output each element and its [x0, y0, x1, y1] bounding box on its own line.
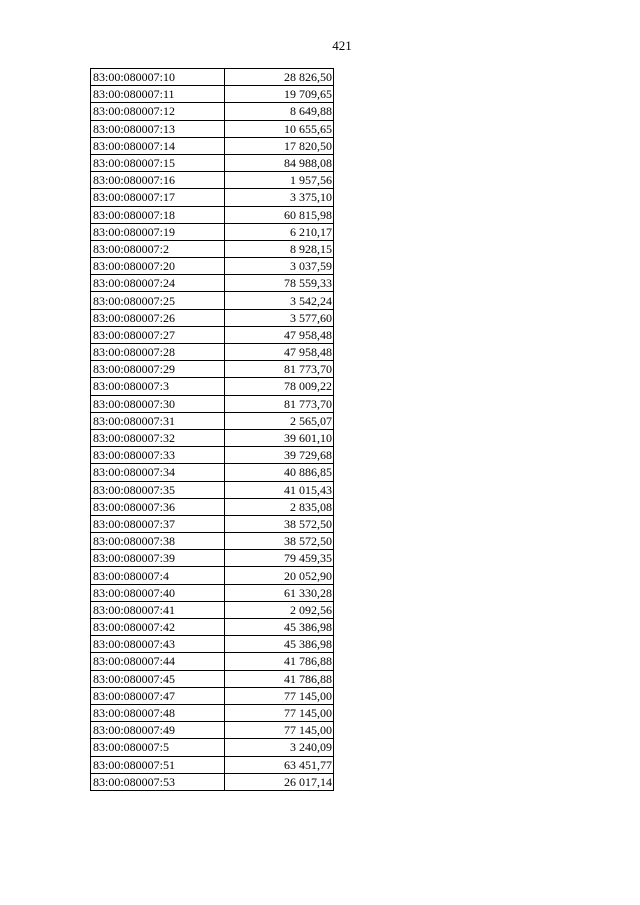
value-cell: 63 451,77 — [225, 756, 334, 773]
value-cell: 78 009,22 — [225, 378, 334, 395]
cadastral-number-cell: 83:00:080007:14 — [91, 137, 225, 154]
cadastral-number-cell: 83:00:080007:31 — [91, 412, 225, 429]
value-cell: 84 988,08 — [225, 154, 334, 171]
value-cell: 3 240,09 — [225, 739, 334, 756]
table-row — [91, 429, 334, 446]
value-cell: 81 773,70 — [225, 361, 334, 378]
cadastral-number-cell: 83:00:080007:41 — [91, 601, 225, 618]
cadastral-number-cell: 83:00:080007:45 — [91, 670, 225, 687]
value-cell: 81 773,70 — [225, 395, 334, 412]
cadastral-number-cell: 83:00:080007:47 — [91, 687, 225, 704]
table-row — [91, 189, 334, 206]
value-cell: 40 886,85 — [225, 464, 334, 481]
value-cell: 41 786,88 — [225, 653, 334, 670]
value-cell: 2 835,08 — [225, 498, 334, 515]
value-cell: 2 565,07 — [225, 412, 334, 429]
table-row — [91, 154, 334, 171]
value-cell: 79 459,35 — [225, 550, 334, 567]
table-row — [91, 103, 334, 120]
table-row — [91, 687, 334, 704]
table-row — [91, 601, 334, 618]
value-cell: 28 826,50 — [225, 69, 334, 86]
cadastral-number-cell: 83:00:080007:12 — [91, 103, 225, 120]
value-cell: 8 928,15 — [225, 240, 334, 257]
table-row — [91, 653, 334, 670]
table-row — [91, 670, 334, 687]
cadastral-number-cell: 83:00:080007:29 — [91, 361, 225, 378]
cadastral-number-cell: 83:00:080007:34 — [91, 464, 225, 481]
value-cell: 3 375,10 — [225, 189, 334, 206]
cadastral-number-cell: 83:00:080007:43 — [91, 636, 225, 653]
table-row — [91, 756, 334, 773]
table-row — [91, 533, 334, 550]
table-row — [91, 69, 334, 86]
cadastral-number-cell: 83:00:080007:40 — [91, 584, 225, 601]
value-cell: 1 957,56 — [225, 172, 334, 189]
cadastral-number-cell: 83:00:080007:26 — [91, 309, 225, 326]
table-row — [91, 172, 334, 189]
cadastral-number-cell: 83:00:080007:39 — [91, 550, 225, 567]
table-row — [91, 739, 334, 756]
cadastral-number-cell: 83:00:080007:49 — [91, 722, 225, 739]
value-cell: 41 786,88 — [225, 670, 334, 687]
cadastral-number-cell: 83:00:080007:3 — [91, 378, 225, 395]
table-row — [91, 258, 334, 275]
value-cell: 10 655,65 — [225, 120, 334, 137]
cadastral-number-cell: 83:00:080007:15 — [91, 154, 225, 171]
table-row — [91, 206, 334, 223]
cadastral-number-cell: 83:00:080007:37 — [91, 515, 225, 532]
cadastral-number-cell: 83:00:080007:42 — [91, 619, 225, 636]
value-cell: 20 052,90 — [225, 567, 334, 584]
table-row — [91, 240, 334, 257]
table-row — [91, 619, 334, 636]
table-row — [91, 481, 334, 498]
cadastral-number-cell: 83:00:080007:2 — [91, 240, 225, 257]
table-row — [91, 326, 334, 343]
table-row — [91, 584, 334, 601]
table-row — [91, 773, 334, 790]
cadastral-number-cell: 83:00:080007:33 — [91, 447, 225, 464]
cadastral-number-cell: 83:00:080007:24 — [91, 275, 225, 292]
value-cell: 3 577,60 — [225, 309, 334, 326]
cadastral-number-cell: 83:00:080007:36 — [91, 498, 225, 515]
cadastral-value-table — [90, 68, 334, 791]
value-cell: 47 958,48 — [225, 344, 334, 361]
table-row — [91, 412, 334, 429]
table-row — [91, 275, 334, 292]
value-cell: 39 729,68 — [225, 447, 334, 464]
value-cell: 77 145,00 — [225, 704, 334, 721]
table-row — [91, 464, 334, 481]
cadastral-number-cell: 83:00:080007:32 — [91, 429, 225, 446]
value-cell: 61 330,28 — [225, 584, 334, 601]
table-row — [91, 722, 334, 739]
table-row — [91, 395, 334, 412]
table-row — [91, 447, 334, 464]
table-row — [91, 86, 334, 103]
value-cell: 77 145,00 — [225, 687, 334, 704]
table-row — [91, 378, 334, 395]
value-cell: 6 210,17 — [225, 223, 334, 240]
value-cell: 45 386,98 — [225, 619, 334, 636]
value-cell: 26 017,14 — [225, 773, 334, 790]
value-cell: 38 572,50 — [225, 533, 334, 550]
value-cell: 19 709,65 — [225, 86, 334, 103]
value-cell: 77 145,00 — [225, 722, 334, 739]
cadastral-number-cell: 83:00:080007:25 — [91, 292, 225, 309]
value-cell: 39 601,10 — [225, 429, 334, 446]
cadastral-number-cell: 83:00:080007:19 — [91, 223, 225, 240]
cadastral-number-cell: 83:00:080007:13 — [91, 120, 225, 137]
table-row — [91, 704, 334, 721]
value-cell: 41 015,43 — [225, 481, 334, 498]
table-row — [91, 120, 334, 137]
cadastral-number-cell: 83:00:080007:27 — [91, 326, 225, 343]
cadastral-number-cell: 83:00:080007:38 — [91, 533, 225, 550]
cadastral-number-cell: 83:00:080007:20 — [91, 258, 225, 275]
value-cell: 3 037,59 — [225, 258, 334, 275]
table-row — [91, 636, 334, 653]
value-cell: 45 386,98 — [225, 636, 334, 653]
value-cell: 47 958,48 — [225, 326, 334, 343]
table-row — [91, 515, 334, 532]
cadastral-number-cell: 83:00:080007:51 — [91, 756, 225, 773]
table-row — [91, 361, 334, 378]
table-row — [91, 223, 334, 240]
cadastral-number-cell: 83:00:080007:17 — [91, 189, 225, 206]
page-number: 421 — [332, 38, 352, 53]
value-cell: 60 815,98 — [225, 206, 334, 223]
cadastral-number-cell: 83:00:080007:35 — [91, 481, 225, 498]
table-row — [91, 292, 334, 309]
value-cell: 8 649,88 — [225, 103, 334, 120]
cadastral-number-cell: 83:00:080007:44 — [91, 653, 225, 670]
cadastral-number-cell: 83:00:080007:16 — [91, 172, 225, 189]
cadastral-number-cell: 83:00:080007:5 — [91, 739, 225, 756]
table-row — [91, 344, 334, 361]
table-row — [91, 137, 334, 154]
value-cell: 78 559,33 — [225, 275, 334, 292]
table-body — [91, 69, 334, 791]
value-cell: 3 542,24 — [225, 292, 334, 309]
table-row — [91, 550, 334, 567]
value-cell: 17 820,50 — [225, 137, 334, 154]
table-row — [91, 309, 334, 326]
table-row — [91, 498, 334, 515]
cadastral-number-cell: 83:00:080007:18 — [91, 206, 225, 223]
value-cell: 2 092,56 — [225, 601, 334, 618]
table-row — [91, 567, 334, 584]
cadastral-number-cell: 83:00:080007:53 — [91, 773, 225, 790]
cadastral-number-cell: 83:00:080007:10 — [91, 69, 225, 86]
cadastral-number-cell: 83:00:080007:4 — [91, 567, 225, 584]
cadastral-number-cell: 83:00:080007:30 — [91, 395, 225, 412]
cadastral-number-cell: 83:00:080007:28 — [91, 344, 225, 361]
cadastral-number-cell: 83:00:080007:48 — [91, 704, 225, 721]
cadastral-number-cell: 83:00:080007:11 — [91, 86, 225, 103]
value-cell: 38 572,50 — [225, 515, 334, 532]
